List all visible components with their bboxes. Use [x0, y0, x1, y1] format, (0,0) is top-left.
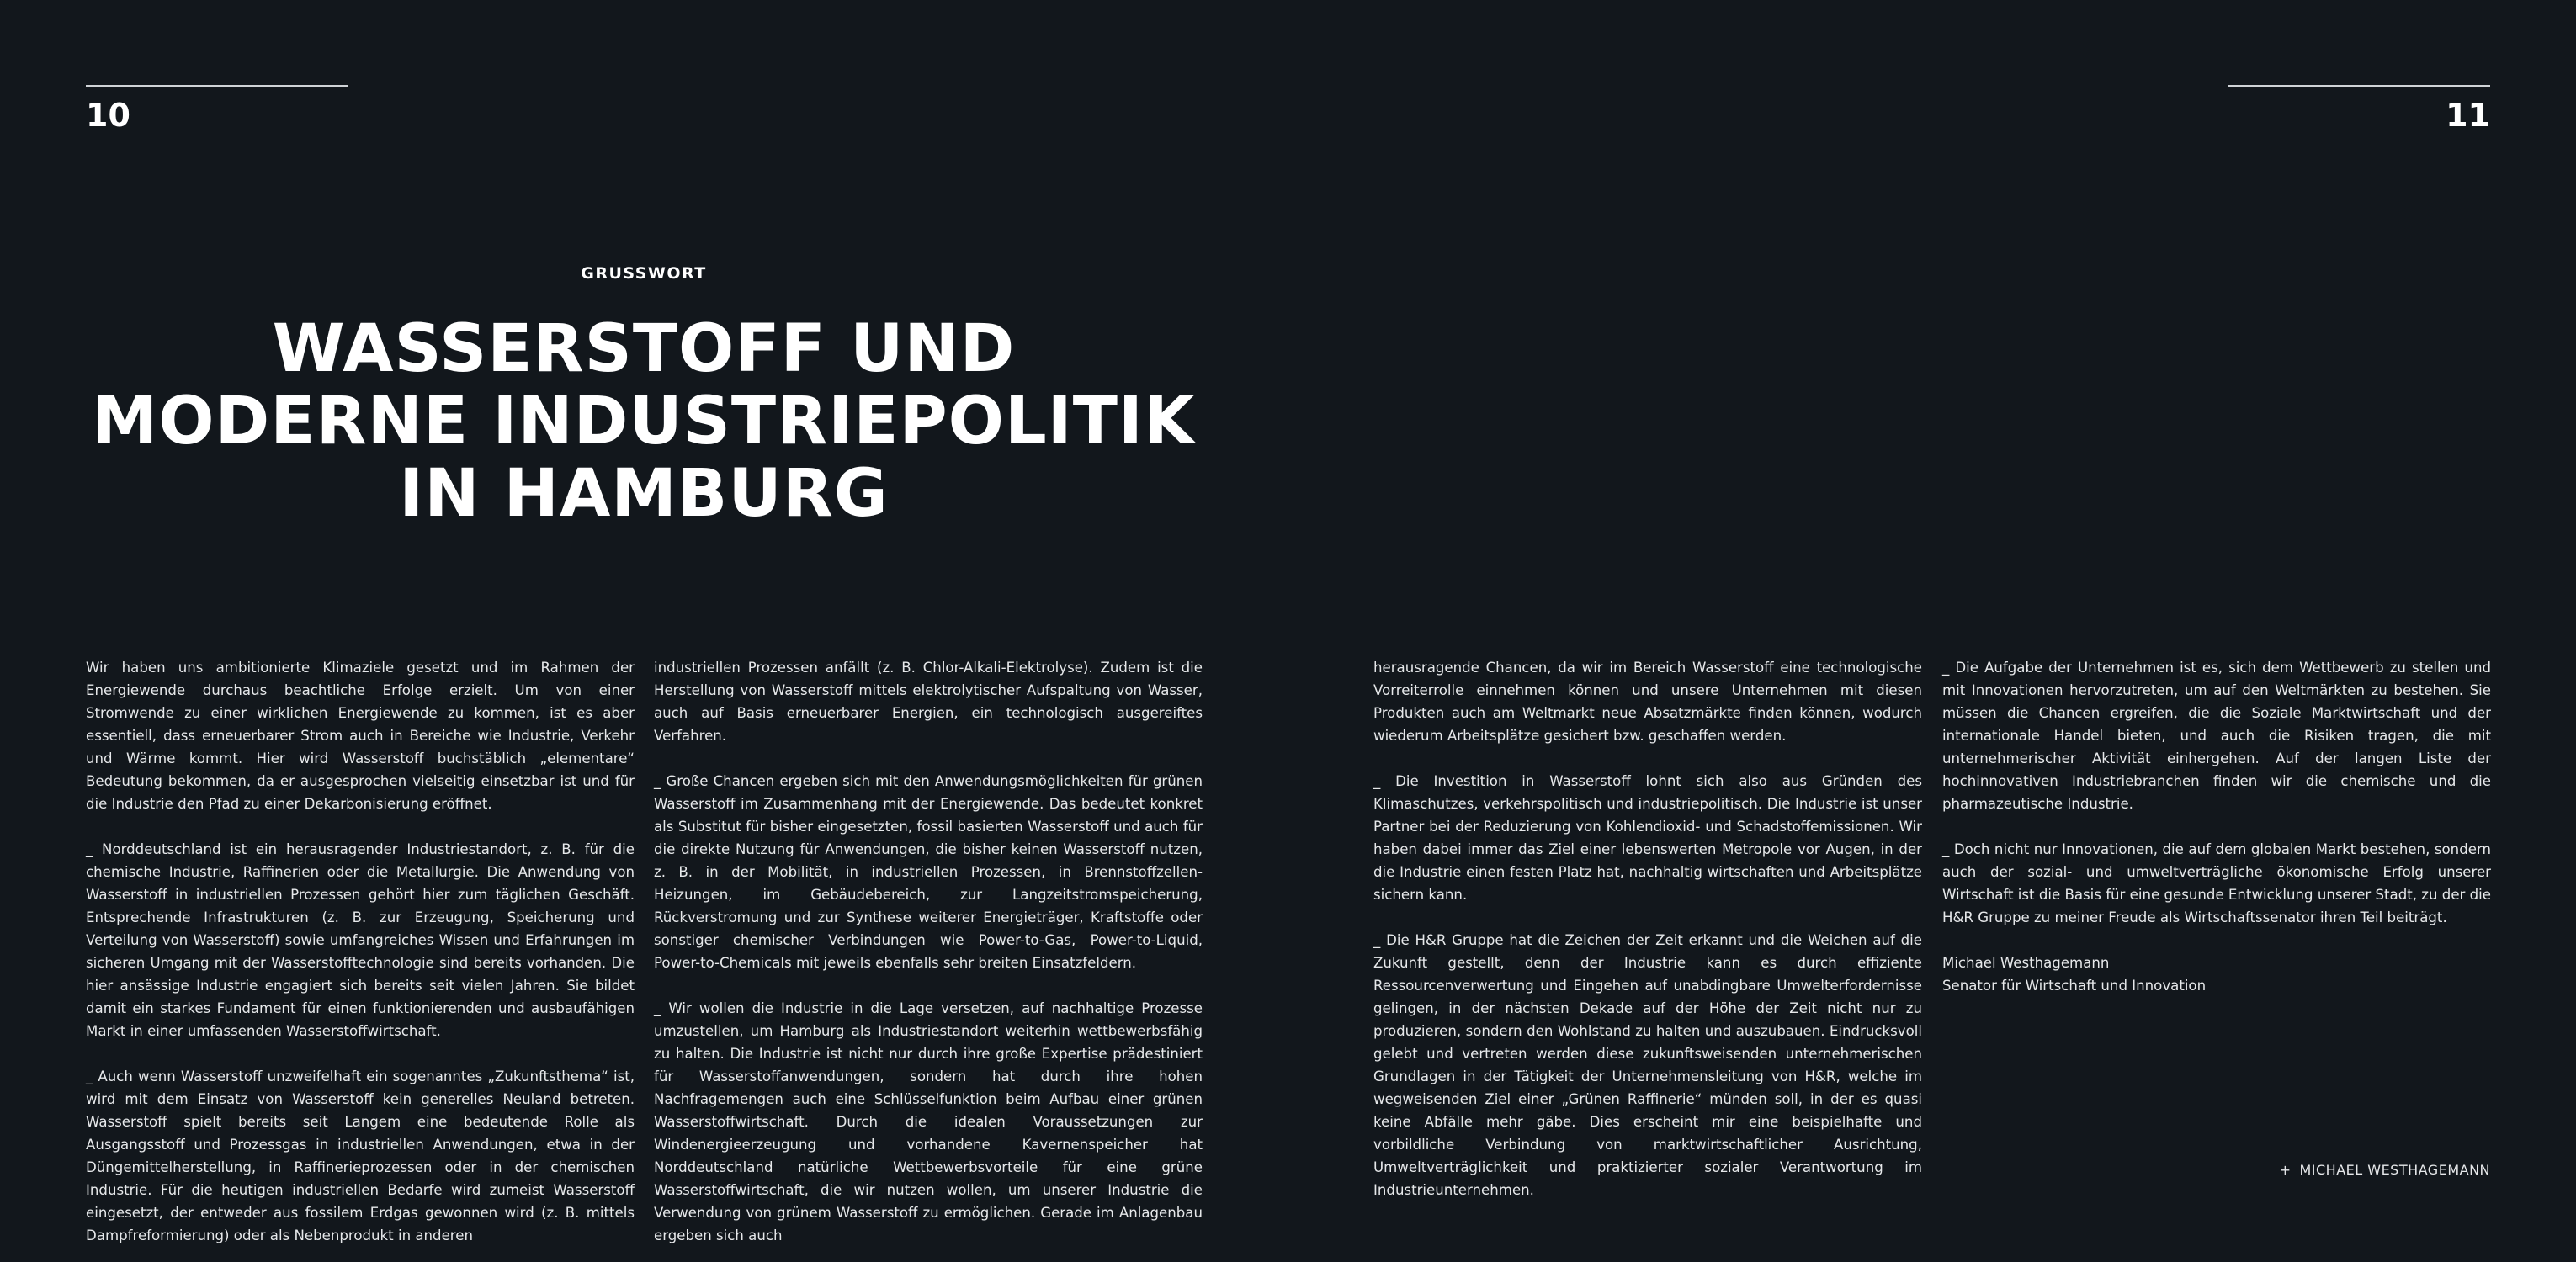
page-rule-left: [86, 85, 348, 87]
body-paragraph: _ Die H&R Gruppe hat die Zeichen der Zeit erkannt und die Weichen auf die Zukunft gestellt, denn der Industrie kann es durch effiziente Ressourcenverwertung und Eingehen auf unabdingbare Umwelterfordernisse gelingen, in der nächsten Dekade auf der Höhe der Zeit nicht nur zu produzieren, sondern den Wohlstand zu halten und auszubauen. Eindrucksvoll gelebt und vertreten werden diese zukunftsweisenden unternehmerischen Grundlagen in der Tätigkeit der Unternehmensleitung von H&R, welche im wegweisenden Ziel einer „Grünen Raffinerie“ münden soll, in der es quasi keine Abfälle mehr gäbe. Dies erscheint mir eine beispielhafte und vorbildliche Verbindung von marktwirtschaftlicher Ausrichtung, Umweltverträglichkeit und praktizierter sozialer Verantwortung im Industrieunternehmen.: [1373, 932, 1922, 1198]
headline-line: WASSERSTOFF UND: [272, 311, 1016, 387]
signature-name: Michael Westhagemann: [1942, 955, 2110, 971]
headline-line: IN HAMBURG: [399, 456, 889, 532]
body-paragraph: Wir haben uns ambitionierte Klimaziele gesetzt und im Rahmen der Energiewende durchaus beachtliche Erfolge erzielt. Um von einer Stromwende zu einer wirklichen Energiewende zu kommen, ist es aber essentiell, dass erneuerbarer Strom auch in Bereiche wie Industrie, Verkehr und Wärme kommt. Hier wird Wasserstoff buchstäblich „elementare“ Bedeutung bekommen, da er ausgesprochen vielseitig einsetzbar ist und für die Industrie den Pfad zu einer Dekarbonisierung eröffnet.: [86, 660, 635, 812]
byline-marker: +: [2279, 1162, 2292, 1178]
section-kicker: GRUSSWORT: [581, 264, 707, 283]
body-column-4: [1942, 656, 2491, 997]
body-column-1: [86, 656, 635, 1247]
page-number-left: 10: [86, 97, 130, 134]
headline: [50, 313, 1237, 530]
body-paragraph: _ Die Aufgabe der Unternehmen ist es, sich dem Wettbewerb zu stellen und mit Innovationen hervorzutreten, um auf den Weltmärkten zu bestehen. Sie müssen die Chancen ergreifen, die die Soziale Marktwirtschaft und der internationale Handel bieten, und auch die Risiken tragen, die mit unternehmerischer Aktivität einhergehen. Auf der langen Liste der hochinnovativen Industriebranchen finden wir die chemische und die pharmazeutische Industrie.: [1942, 660, 2491, 812]
body-paragraph: _ Auch wenn Wasserstoff unzweifelhaft ein sogenanntes „Zukunftsthema“ ist, wird mit dem Einsatz von Wasserstoff kein generelles Neuland betreten. Wasserstoff spielt bereits seit Langem eine bedeutende Rolle als Ausgangsstoff und Prozessgas in industriellen Anwendungen, etwa in der Düngemittelherstellung, in Raffinerieprozessen oder in der chemischen Industrie. Für die heutigen industriellen Bedarfe wird zumeist Wasserstoff eingesetzt, der entweder aus fossilem Erdgas gewonnen wird (z. B. mittels Dampfreformierung) oder als Nebenprodukt in anderen: [86, 1068, 635, 1243]
body-paragraph: _ Große Chancen ergeben sich mit den Anwendungsmöglichkeiten für grünen Wasserstoff im Zusammenhang mit der Energiewende. Das bedeutet konkret als Substitut für bisher eingesetzten, fossil basierten Wasserstoff und auch für die direkte Nutzung für Anwendungen, die bisher keinen Wasserstoff nutzen, z. B. in der Mobilität, in industriellen Prozessen, in Brennstoffzellen-Heizungen, im Gebäudebereich, zur Langzeitstromspeicherung, Rückverstromung und zur Synthese weiterer Energieträger, Kraftstoffe oder sonstiger chemischer Verbindungen wie Power-to-Gas, Power-to-Liquid, Power-to-Chemicals mit jeweils ebenfalls sehr breiten Einsatzfeldern.: [654, 773, 1203, 971]
body-paragraph: _ Die Investition in Wasserstoff lohnt sich also aus Gründen des Klimaschutzes, verkehrspolitisch und industriepolitisch. Die Industrie ist unser Partner bei der Reduzierung von Kohlendioxid- und Schadstoffemissionen. Wir haben dabei immer das Ziel einer lebenswerten Metropole vor Augen, in der die Industrie einen festen Platz hat, nachhaltig wirtschaften und Arbeitsplätze sichern kann.: [1373, 773, 1922, 903]
page-number-right: 11: [2446, 97, 2490, 134]
body-paragraph: _ Doch nicht nur Innovationen, die auf dem globalen Markt bestehen, sondern auch der sozial- und umweltverträgliche ökonomische Erfolg unserer Wirtschaft ist die Basis für eine gesunde Entwicklung unserer Stadt, zu der die H&R Gruppe zu meiner Freude als Wirtschaftssenator ihren Teil beiträgt.: [1942, 841, 2491, 925]
signature-title: Senator für Wirtschaft und Innovation: [1942, 978, 2207, 994]
signature-block: [1942, 952, 2491, 997]
byline-name: MICHAEL WESTHAGEMANN: [2299, 1162, 2490, 1178]
author-byline: [2280, 1162, 2490, 1178]
body-column-3: [1373, 656, 1922, 1201]
headline-line: MODERNE INDUSTRIEPOLITIK: [92, 384, 1196, 459]
page-rule-right: [2228, 85, 2490, 87]
body-paragraph: _ Norddeutschland ist ein herausragender Industriestandort, z. B. für die chemische Industrie, Raffinerien oder die Metallurgie. Die Anwendung von Wasserstoff in industriellen Prozessen gehört hier zum täglichen Geschäft. Entsprechende Infrastrukturen (z. B. zur Erzeugung, Speicherung und Verteilung von Wasserstoff) sowie umfangreiches Wissen und Erfahrungen im sicheren Umgang mit der Wasserstofftechnologie sind bereits vorhanden. Die hier ansässige Industrie engagiert sich bereits seit vielen Jahren. Sie bildet damit ein starkes Fundament für einen funktionierenden und ausbaufähigen Markt in einer umfassenden Wasserstoffwirtschaft.: [86, 841, 635, 1039]
body-column-2: [654, 656, 1203, 1247]
body-paragraph: industriellen Prozessen anfällt (z. B. Chlor-Alkali-Elektrolyse). Zudem ist die Herstellung von Wasserstoff mittels elektrolytischer Aufspaltung von Wasser, auch auf Basis erneuerbarer Energien, ein technologisch ausgereiftes Verfahren.: [654, 660, 1203, 744]
body-paragraph: herausragende Chancen, da wir im Bereich Wasserstoff eine technologische Vorreiterrolle einnehmen können und unsere Unternehmen mit diesen Produkten auch am Weltmarkt neue Absatzmärkte finden können, wodurch wiederum Arbeitsplätze gesichert bzw. geschaffen werden.: [1373, 660, 1922, 744]
body-paragraph: _ Wir wollen die Industrie in die Lage versetzen, auf nachhaltige Prozesse umzustellen, um Hamburg als Industriestandort weiterhin wettbewerbsfähig zu halten. Die Industrie ist nicht nur durch ihre große Expertise prädestiniert für Wasserstoffanwendungen, sondern hat durch ihre hohen Nachfragemengen auch eine Schlüsselfunktion beim Aufbau einer grünen Wasserstoffwirtschaft. Durch die idealen Voraussetzungen zur Windenergieerzeugung und vorhandene Kavernenspeicher hat Norddeutschland natürliche Wettbewerbsvorteile für eine grüne Wasserstoffwirtschaft, die wir nutzen wollen, um unserer Industrie die Verwendung von grünem Wasserstoff zu ermöglichen. Gerade im Anlagenbau ergeben sich auch: [654, 1000, 1203, 1243]
